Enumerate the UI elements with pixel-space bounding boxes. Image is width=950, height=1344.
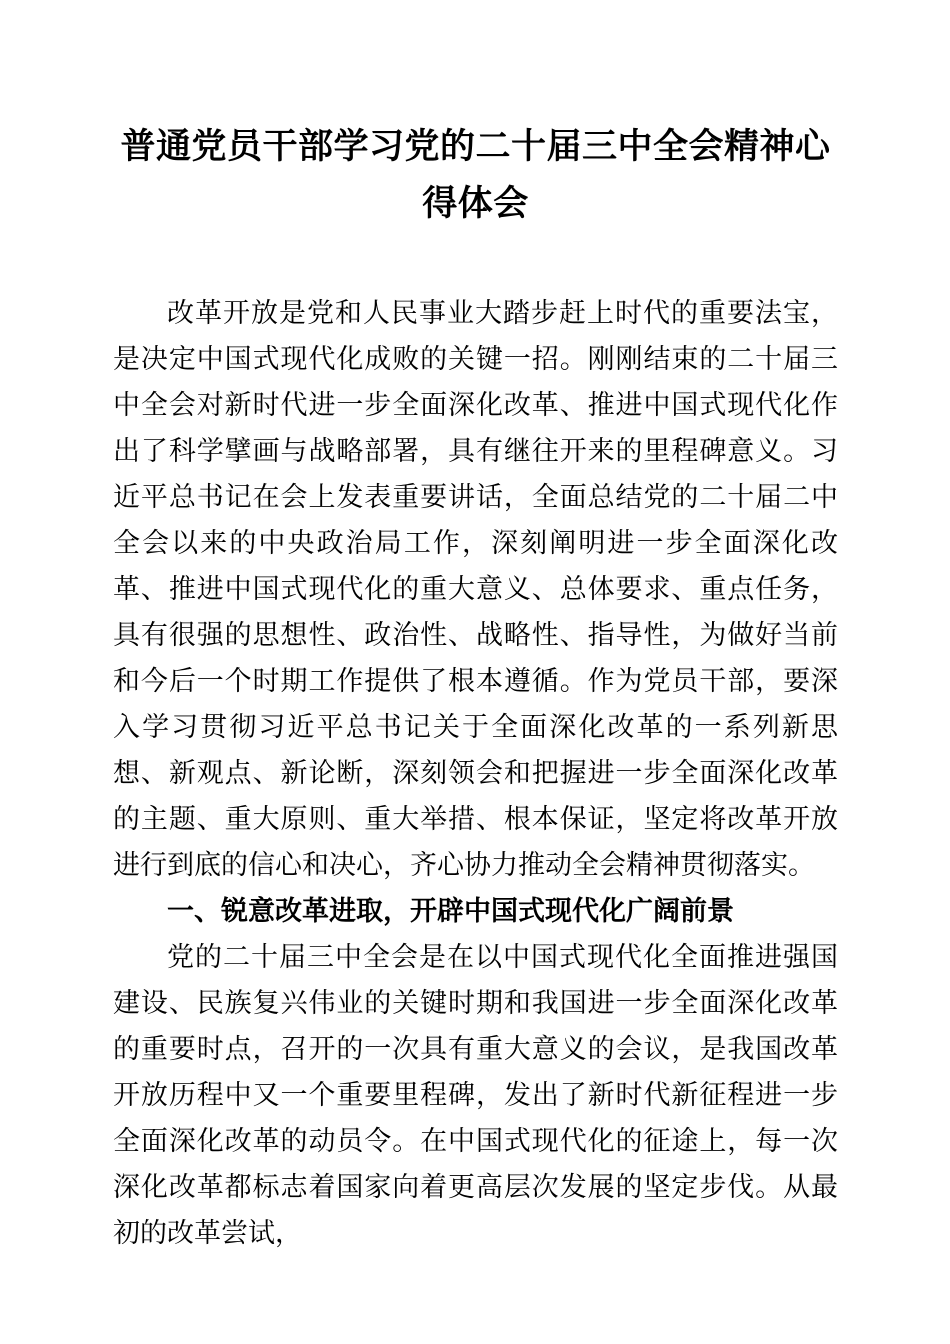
document-title: 普通党员干部学习党的二十届三中全会精神心得体会 xyxy=(120,127,831,223)
paragraph-section-1: 党的二十届三中全会是在以中国式现代化全面推进强国建设、民族复兴伟业的关键时期和我国进一步全面深化改革的重要时点，召开的一次具有重大意义的会议，是我国改革开放历程中又一个重要里程碑，发出了新时代新征程进一步全面深化改革的动员令。在中国式现代化的征途上，每一次深化改革都标志着国家向着更高层次发展的坚定步伐。从最初的改革尝试， xyxy=(113,942,838,1248)
paragraph-intro: 改革开放是党和人民事业大踏步赶上时代的重要法宝，是决定中国式现代化成败的关键一招。刚刚结束的二十届三中全会对新时代进一步全面深化改革、推进中国式现代化作出了科学擘画与战略部署，具有继往开来的里程碑意义。习近平总书记在会上发表重要讲话，全面总结党的二十届二中全会以来的中央政治局工作，深刻阐明进一步全面深化改革、推进中国式现代化的重大意义、总体要求、重点任务，具有很强的思想性、政治性、战略性、指导性，为做好当前和今后一个时期工作提供了根本遵循。作为党员干部，要深入学习贯彻习近平总书记关于全面深化改革的一系列新思想、新观点、新论断，深刻领会和把握进一步全面深化改革的主题、重大原则、重大举措、根本保证，坚定将改革开放进行到底的信心和决心，齐心协力推动全会精神贯彻落实。 xyxy=(113,298,838,880)
section-heading-1: 一、锐意改革进取，开辟中国式现代化广阔前景 xyxy=(167,896,734,926)
document-content xyxy=(113,0,838,1256)
